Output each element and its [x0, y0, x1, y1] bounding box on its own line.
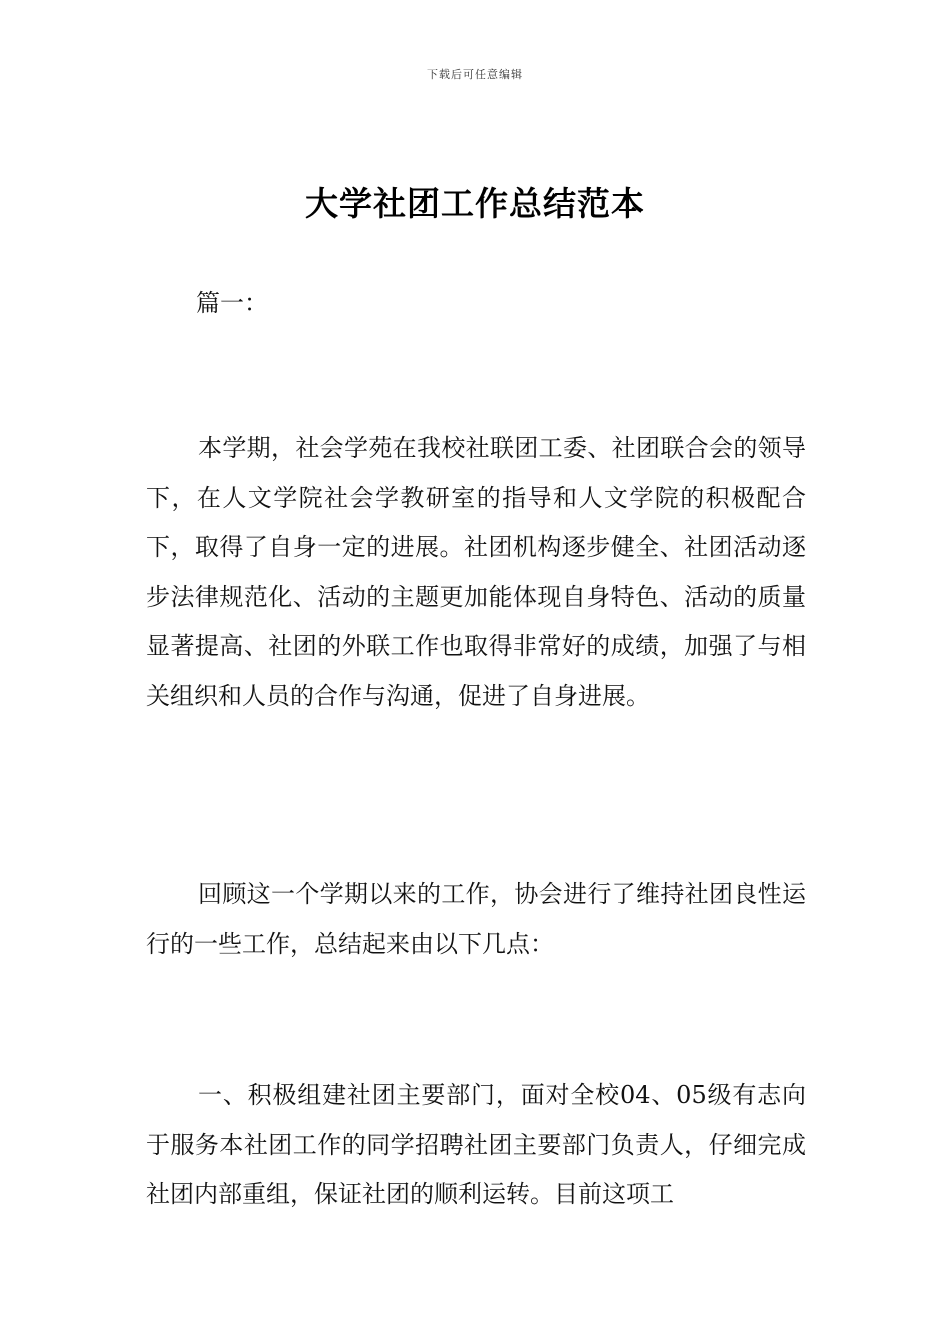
paragraph-point-one: 一、积极组建社团主要部门，面对全校04、05级有志向于服务本社团工作的同学招聘社团主要部门负责人，仔细完成社团内部重组，保证社团的顺利运转。目前这项工 [146, 1081, 806, 1208]
paragraph-review: 回顾这一个学期以来的工作，协会进行了维持社团良性运行的一些工作，总结起来由以下几点： [146, 880, 806, 958]
section-label: 篇一： [196, 289, 268, 317]
header-note: 下载后可任意编辑 [427, 68, 523, 81]
document-title: 大学社团工作总结范本 [305, 184, 645, 223]
paragraph-intro: 本学期，社会学苑在我校社联团工委、社团联合会的领导下，在人文学院社会学教研室的指导和人文学院的积极配合下，取得了自身一定的进展。社团机构逐步健全、社团活动逐步法律规范化、活动的主题更加能体现自身特色、活动的质量显著提高、社团的外联工作也取得非常好的成绩，加强了与相关组织和人员的合作与沟通，促进了自身进展。 [146, 434, 806, 710]
